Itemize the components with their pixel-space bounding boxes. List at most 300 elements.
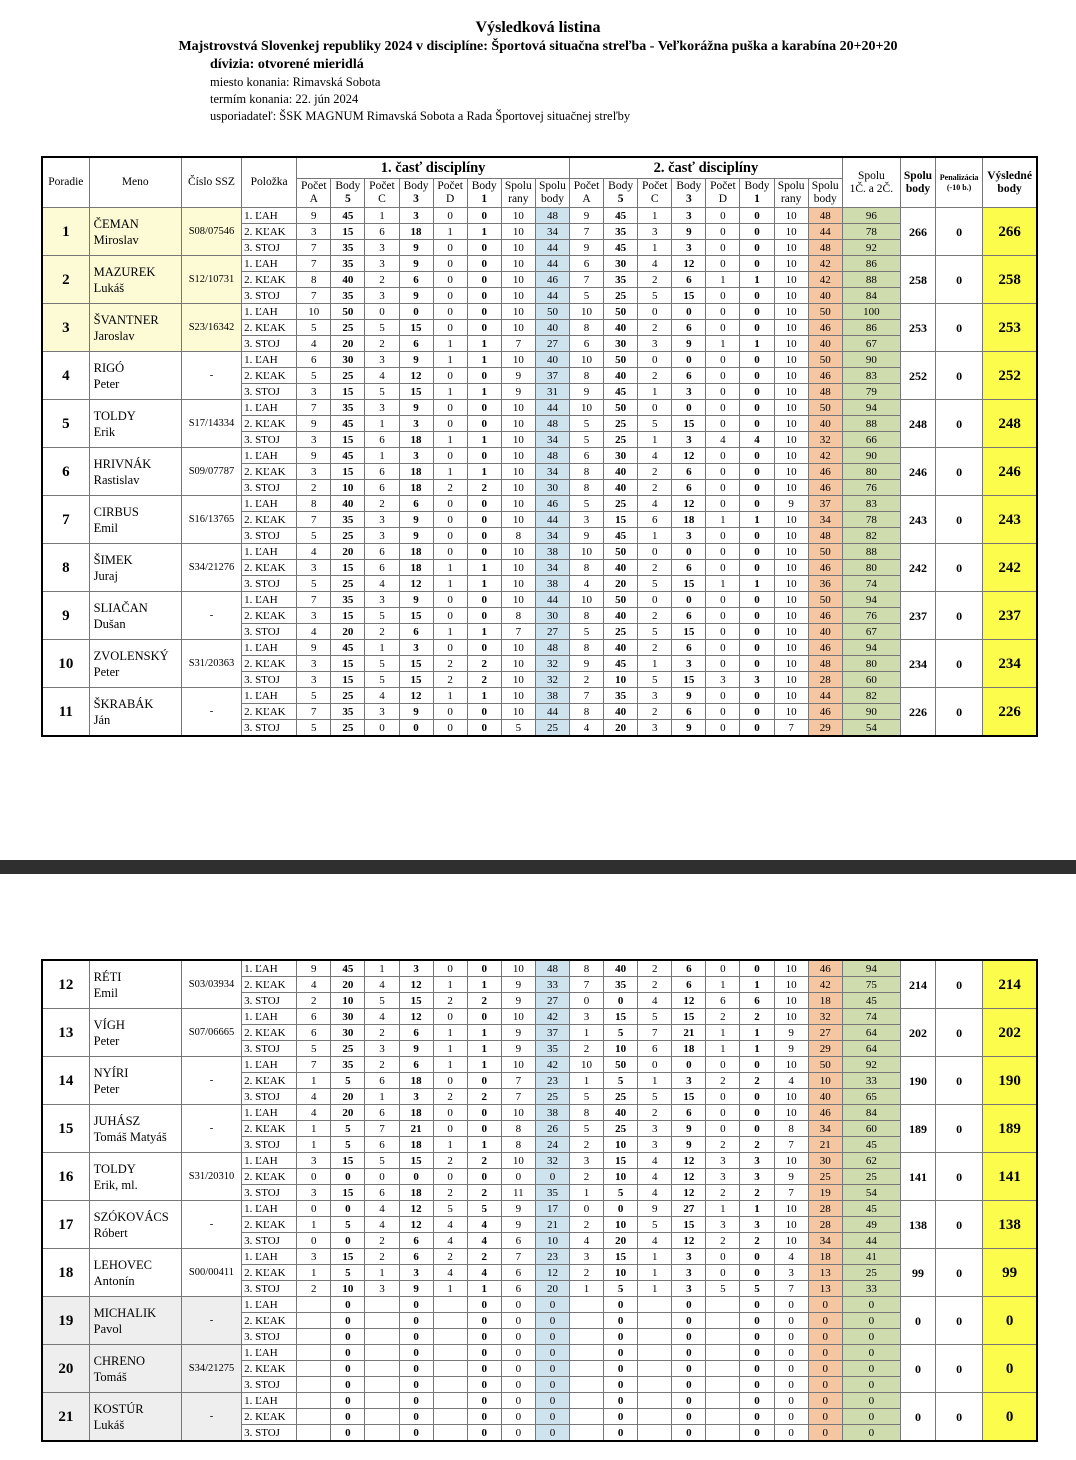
part2-value-cell: 10 — [774, 672, 808, 688]
part1-value-cell: 3 — [365, 528, 399, 544]
position-cell: 3. STOJ — [242, 672, 297, 688]
part2-value-cell: 4 — [638, 1233, 672, 1249]
col-cislo-ssz: Číslo SSZ — [181, 157, 241, 208]
final-points-cell: 252 — [983, 352, 1037, 400]
position-cell: 2. KĽAK — [242, 608, 297, 624]
part1-value-cell: 15 — [331, 1185, 365, 1201]
part1-value-cell: 32 — [535, 1153, 569, 1169]
part1-value-cell: 1 — [365, 208, 399, 224]
part2-value-cell: 0 — [740, 224, 774, 240]
part2-value-cell: 19 — [808, 1185, 842, 1201]
part2-value-cell: 10 — [774, 1009, 808, 1025]
part2-value-cell: 46 — [808, 704, 842, 720]
part2-value-cell — [638, 1361, 672, 1377]
rank-cell: 13 — [42, 1009, 89, 1057]
sum-12-cell: 78 — [842, 224, 900, 240]
part2-value-cell: 20 — [604, 1233, 638, 1249]
part2-value-cell: 45 — [604, 208, 638, 224]
part1-value-cell: 3 — [365, 256, 399, 272]
part2-value-cell: 15 — [672, 288, 706, 304]
name-cell — [89, 256, 181, 304]
part2-value-cell: 40 — [604, 1105, 638, 1121]
part1-value-cell: 5 — [365, 320, 399, 336]
table-header — [42, 157, 1037, 208]
part2-value-cell: 34 — [808, 512, 842, 528]
part1-value-cell: 0 — [433, 208, 467, 224]
part2-value-cell: 9 — [570, 656, 604, 672]
part2-value-cell: 4 — [740, 432, 774, 448]
part2-value-cell: 0 — [740, 688, 774, 704]
part1-value-cell: 9 — [399, 240, 433, 256]
total-points-cell: 189 — [900, 1105, 935, 1153]
part2-value-cell: 10 — [774, 272, 808, 288]
part1-value-cell: 10 — [501, 240, 535, 256]
part2-value-cell: 1 — [740, 576, 774, 592]
part1-value-cell: 2 — [433, 672, 467, 688]
part2-value-cell: 0 — [672, 1393, 706, 1409]
part1-value-cell: 15 — [331, 464, 365, 480]
part1-value-cell: 44 — [535, 592, 569, 608]
part1-value-cell: 1 — [365, 448, 399, 464]
part2-value-cell: 4 — [638, 448, 672, 464]
part2-value-cell: 7 — [569, 977, 603, 993]
part1-value-cell: 0 — [535, 1409, 569, 1425]
part1-value-cell: 0 — [433, 496, 467, 512]
part2-value-cell: 10 — [774, 704, 808, 720]
part2-value-cell: 0 — [706, 256, 740, 272]
part2-value-cell: 0 — [740, 1265, 774, 1281]
part1-value-cell: 4 — [433, 1233, 467, 1249]
part1-value-cell: 2 — [365, 496, 399, 512]
part1-value-cell: 8 — [501, 1137, 535, 1153]
part2-value-cell: 10 — [774, 544, 808, 560]
part2-value-cell: 42 — [808, 977, 842, 993]
part1-value-cell: 1 — [467, 1041, 501, 1057]
part1-value-cell: 9 — [501, 977, 535, 993]
part1-value-cell: 0 — [467, 544, 501, 560]
part2-value-cell: 42 — [808, 448, 842, 464]
last-name: TOLDY — [93, 408, 136, 423]
position-cell: 1. ĽAH — [242, 1201, 297, 1217]
part2-value-cell: 2 — [740, 1137, 774, 1153]
page-divider — [0, 860, 1076, 874]
part2-value-cell: 0 — [706, 416, 740, 432]
part2-value-cell: 0 — [740, 592, 774, 608]
part2-value-cell: 10 — [774, 256, 808, 272]
part1-value-cell: 0 — [467, 960, 501, 977]
table-row — [42, 960, 1037, 977]
part2-value-cell: 40 — [604, 704, 638, 720]
part2-value-cell: 10 — [774, 224, 808, 240]
part1-value-cell: 7 — [365, 1121, 399, 1137]
part1-value-cell: 1 — [433, 464, 467, 480]
part2-value-cell: 0 — [740, 368, 774, 384]
part1-value-cell: 0 — [535, 1361, 569, 1377]
total-points-cell: 0 — [900, 1297, 935, 1345]
part1-value-cell: 9 — [501, 1201, 535, 1217]
part1-value-cell: 35 — [331, 400, 365, 416]
part1-value-cell: 30 — [535, 480, 569, 496]
total-points-cell: 0 — [900, 1393, 935, 1442]
part1-value-cell — [433, 1329, 467, 1345]
part1-value-cell: 10 — [501, 272, 535, 288]
part1-value-cell: 4 — [297, 544, 331, 560]
part2-value-cell: 0 — [706, 704, 740, 720]
sum-12-cell: 0 — [842, 1377, 900, 1393]
part2-value-cell: 7 — [638, 1025, 672, 1041]
part2-value-cell: 0 — [672, 1297, 706, 1313]
part1-value-cell: 10 — [501, 480, 535, 496]
part1-value-cell: 0 — [467, 368, 501, 384]
part1-value-cell: 44 — [535, 288, 569, 304]
penalty-cell: 0 — [936, 1249, 983, 1297]
part2-value-cell: 1 — [706, 512, 740, 528]
part2-value-cell: 35 — [604, 224, 638, 240]
position-cell: 3. STOJ — [242, 1329, 297, 1345]
ssz-cell: - — [181, 352, 241, 400]
part2-value-cell: 46 — [808, 320, 842, 336]
part2-value-cell: 9 — [570, 384, 604, 400]
ssz-cell: S12/10731 — [181, 256, 241, 304]
part2-value-cell: 6 — [672, 368, 706, 384]
part2-value-cell: 15 — [604, 1249, 638, 1265]
last-name: RIGÓ — [93, 360, 125, 375]
part1-value-cell: 2 — [365, 272, 399, 288]
part2-value-cell: 0 — [808, 1297, 842, 1313]
table-row — [42, 496, 1037, 512]
sum-12-cell: 75 — [842, 977, 900, 993]
part2-value-cell: 10 — [774, 368, 808, 384]
part1-value-cell: 10 — [501, 320, 535, 336]
position-cell: 3. STOJ — [242, 993, 297, 1009]
final-points-cell: 248 — [983, 400, 1037, 448]
part1-value-cell: 1 — [365, 640, 399, 656]
part2-value-cell: 48 — [808, 528, 842, 544]
part1-value-cell: 0 — [365, 304, 399, 320]
part1-value-cell: 0 — [433, 272, 467, 288]
position-cell: 3. STOJ — [242, 384, 297, 400]
part2-value-cell: 1 — [740, 336, 774, 352]
part2-value-cell: 0 — [706, 480, 740, 496]
part2-value-cell: 40 — [808, 1089, 842, 1105]
part1-value-cell: 1 — [297, 1121, 331, 1137]
part1-value-cell: 0 — [433, 720, 467, 737]
part2-value-cell: 42 — [808, 256, 842, 272]
part2-value-cell — [706, 1409, 740, 1425]
table-row — [42, 640, 1037, 656]
part2-value-cell: 5 — [604, 1281, 638, 1297]
part1-value-cell: 1 — [433, 560, 467, 576]
position-cell: 2. KĽAK — [242, 656, 297, 672]
part1-value-cell: 10 — [331, 480, 365, 496]
final-points-cell: 243 — [983, 496, 1037, 544]
part2-value-cell: 0 — [672, 1057, 706, 1073]
part1-value-cell: 2 — [365, 336, 399, 352]
final-points-cell: 141 — [983, 1153, 1037, 1201]
rank-cell: 7 — [42, 496, 89, 544]
part2-value-cell: 5 — [604, 1025, 638, 1041]
part2-value-cell: 32 — [808, 1009, 842, 1025]
part2-value-cell — [706, 1329, 740, 1345]
part1-value-cell: 0 — [297, 1169, 331, 1185]
penalty-cell: 0 — [936, 960, 983, 1009]
part2-value-cell: 0 — [740, 1313, 774, 1329]
part2-value-cell: 5 — [638, 1217, 672, 1233]
ssz-cell: S34/21276 — [181, 544, 241, 592]
part1-value-cell: 5 — [433, 1201, 467, 1217]
part2-value-cell: 40 — [604, 368, 638, 384]
part2-value-cell: 25 — [604, 496, 638, 512]
part1-value-cell — [433, 1313, 467, 1329]
part1-value-cell: 0 — [467, 608, 501, 624]
subcol-part1-7: Spolu body — [535, 179, 569, 208]
part1-value-cell: 6 — [365, 480, 399, 496]
part2-value-cell: 3 — [672, 208, 706, 224]
part2-value-cell: 0 — [706, 720, 740, 737]
part2-value-cell: 8 — [570, 560, 604, 576]
part1-value-cell — [365, 1425, 399, 1442]
ssz-cell: S07/06665 — [181, 1009, 241, 1057]
part1-value-cell: 0 — [467, 528, 501, 544]
part1-value-cell: 15 — [331, 432, 365, 448]
part2-value-cell: 0 — [774, 1425, 808, 1442]
part2-value-cell: 3 — [569, 1249, 603, 1265]
part1-value-cell: 0 — [331, 1233, 365, 1249]
part2-value-cell: 0 — [706, 640, 740, 656]
part1-value-cell: 1 — [467, 1137, 501, 1153]
final-points-cell: 246 — [983, 448, 1037, 496]
part1-value-cell: 0 — [467, 512, 501, 528]
part1-value-cell: 4 — [297, 624, 331, 640]
part1-value-cell: 48 — [535, 208, 569, 224]
part2-value-cell: 1 — [706, 1025, 740, 1041]
penalty-cell: 0 — [936, 1105, 983, 1153]
sum-12-cell: 86 — [842, 320, 900, 336]
part2-value-cell: 44 — [808, 224, 842, 240]
part2-value-cell: 10 — [774, 528, 808, 544]
ssz-cell: S17/14334 — [181, 400, 241, 448]
part2-value-cell — [706, 1345, 740, 1361]
part2-value-cell: 3 — [638, 1137, 672, 1153]
part2-value-cell: 3 — [740, 1169, 774, 1185]
part2-value-cell: 3 — [672, 1249, 706, 1265]
part2-value-cell: 9 — [638, 1201, 672, 1217]
part1-value-cell: 0 — [331, 1393, 365, 1409]
part1-value-cell: 0 — [399, 1169, 433, 1185]
part2-value-cell: 36 — [808, 576, 842, 592]
rank-cell: 4 — [42, 352, 89, 400]
part1-value-cell: 40 — [535, 320, 569, 336]
part1-value-cell: 21 — [399, 1121, 433, 1137]
part2-value-cell: 9 — [672, 336, 706, 352]
part2-value-cell: 2 — [638, 480, 672, 496]
part1-value-cell: 8 — [501, 1121, 535, 1137]
part1-value-cell: 15 — [399, 1153, 433, 1169]
position-cell: 2. KĽAK — [242, 704, 297, 720]
part2-value-cell: 0 — [672, 400, 706, 416]
ssz-cell: S03/03934 — [181, 960, 241, 1009]
sum-12-cell: 25 — [842, 1169, 900, 1185]
table-row — [42, 208, 1037, 224]
part2-value-cell: 45 — [604, 240, 638, 256]
part1-value-cell: 5 — [297, 688, 331, 704]
part1-value-cell: 4 — [433, 1265, 467, 1281]
part1-value-cell: 3 — [297, 560, 331, 576]
sum-12-cell: 92 — [842, 240, 900, 256]
part1-value-cell: 15 — [399, 993, 433, 1009]
part2-value-cell: 0 — [672, 352, 706, 368]
part1-value-cell: 17 — [535, 1201, 569, 1217]
sum-12-cell: 82 — [842, 528, 900, 544]
part2-value-cell: 15 — [672, 624, 706, 640]
part1-value-cell: 12 — [535, 1265, 569, 1281]
part1-value-cell: 0 — [501, 1169, 535, 1185]
part2-value-cell: 6 — [672, 640, 706, 656]
sum-12-cell: 74 — [842, 576, 900, 592]
last-name: HRIVNÁK — [93, 456, 152, 471]
part2-value-cell: 10 — [774, 1201, 808, 1217]
part1-value-cell: 4 — [365, 1009, 399, 1025]
part1-value-cell: 0 — [433, 512, 467, 528]
part1-value-cell: 5 — [365, 608, 399, 624]
part1-value-cell: 10 — [297, 304, 331, 320]
sum-12-cell: 94 — [842, 960, 900, 977]
part1-value-cell: 4 — [365, 688, 399, 704]
sum-12-cell: 65 — [842, 1089, 900, 1105]
part1-value-cell: 34 — [535, 560, 569, 576]
part1-value-cell: 35 — [331, 592, 365, 608]
part1-value-cell: 35 — [535, 1185, 569, 1201]
part2-value-cell: 9 — [672, 688, 706, 704]
part2-value-cell — [638, 1377, 672, 1393]
part2-value-cell: 34 — [808, 1233, 842, 1249]
part2-value-cell: 0 — [672, 304, 706, 320]
ssz-cell: - — [181, 1393, 241, 1442]
part1-value-cell: 5 — [297, 368, 331, 384]
part1-value-cell: 3 — [365, 592, 399, 608]
total-points-cell: 242 — [900, 544, 935, 592]
part1-value-cell: 1 — [297, 1137, 331, 1153]
part1-value-cell: 1 — [433, 224, 467, 240]
part1-value-cell: 6 — [399, 1233, 433, 1249]
part1-value-cell: 0 — [535, 1329, 569, 1345]
part2-value-cell — [569, 1345, 603, 1361]
ssz-cell: - — [181, 1057, 241, 1105]
part1-value-cell — [433, 1425, 467, 1442]
part1-value-cell: 0 — [331, 1297, 365, 1313]
part1-value-cell: 2 — [297, 480, 331, 496]
part2-value-cell — [569, 1313, 603, 1329]
table-row — [42, 1153, 1037, 1169]
sum-12-cell: 74 — [842, 1009, 900, 1025]
part1-value-cell: 0 — [501, 1377, 535, 1393]
sum-12-cell: 0 — [842, 1361, 900, 1377]
part1-value-cell: 0 — [467, 1361, 501, 1377]
part2-value-cell: 0 — [706, 688, 740, 704]
part2-value-cell: 7 — [570, 688, 604, 704]
part2-value-cell: 4 — [569, 1233, 603, 1249]
part2-value-cell: 25 — [808, 1169, 842, 1185]
part2-value-cell: 1 — [638, 1249, 672, 1265]
part2-value-cell: 5 — [638, 1009, 672, 1025]
part2-value-cell: 10 — [774, 464, 808, 480]
part1-value-cell: 4 — [433, 1217, 467, 1233]
part1-value-cell: 45 — [331, 960, 365, 977]
part1-value-cell: 0 — [433, 448, 467, 464]
part2-value-cell: 15 — [672, 1089, 706, 1105]
sum-12-cell: 83 — [842, 496, 900, 512]
part2-value-cell: 10 — [774, 576, 808, 592]
subcol-part1-4: Počet D — [433, 179, 467, 208]
subcol-part2-6: Spolu rany — [774, 179, 808, 208]
part2-value-cell: 9 — [672, 720, 706, 737]
part2-value-cell: 2 — [740, 1185, 774, 1201]
part2-value-cell — [569, 1409, 603, 1425]
total-points-cell: 258 — [900, 256, 935, 304]
name-cell — [89, 352, 181, 400]
part2-value-cell: 13 — [808, 1281, 842, 1297]
part2-value-cell: 2 — [638, 1105, 672, 1121]
part2-value-cell: 3 — [638, 224, 672, 240]
last-name: ŠKRABÁK — [93, 696, 154, 711]
part2-value-cell — [569, 1393, 603, 1409]
penalty-cell: 0 — [936, 352, 983, 400]
col-part1: 1. časť disciplíny — [297, 157, 570, 179]
part2-value-cell: 2 — [569, 1169, 603, 1185]
part1-value-cell: 10 — [501, 256, 535, 272]
part1-value-cell: 1 — [433, 384, 467, 400]
position-cell: 1. ĽAH — [242, 1153, 297, 1169]
final-points-cell: 138 — [983, 1201, 1037, 1249]
part2-value-cell: 0 — [706, 448, 740, 464]
part2-value-cell: 46 — [808, 464, 842, 480]
part1-value-cell: 3 — [297, 1153, 331, 1169]
part1-value-cell: 12 — [399, 576, 433, 592]
part2-value-cell: 0 — [740, 656, 774, 672]
part2-value-cell: 40 — [604, 320, 638, 336]
part1-value-cell: 1 — [467, 336, 501, 352]
part1-value-cell: 6 — [399, 496, 433, 512]
part2-value-cell — [638, 1409, 672, 1425]
part2-value-cell: 0 — [638, 1057, 672, 1073]
part1-value-cell: 2 — [297, 1281, 331, 1297]
part1-value-cell: 0 — [467, 1121, 501, 1137]
part1-value-cell — [433, 1409, 467, 1425]
part2-value-cell: 10 — [774, 640, 808, 656]
sum-12-cell: 45 — [842, 993, 900, 1009]
part1-value-cell: 1 — [467, 624, 501, 640]
part1-value-cell: 38 — [535, 688, 569, 704]
part1-value-cell: 1 — [365, 1089, 399, 1105]
penalty-cell: 0 — [936, 544, 983, 592]
table-row — [42, 1105, 1037, 1121]
part1-value-cell: 20 — [331, 1089, 365, 1105]
part2-value-cell: 1 — [706, 977, 740, 993]
part2-value-cell: 0 — [638, 400, 672, 416]
first-name: Rastislav — [93, 472, 140, 487]
first-name: Antonín — [93, 1273, 135, 1288]
rank-cell: 6 — [42, 448, 89, 496]
part2-value-cell: 1 — [638, 240, 672, 256]
part1-value-cell: 0 — [433, 240, 467, 256]
part2-value-cell: 1 — [740, 272, 774, 288]
sum-12-cell: 33 — [842, 1073, 900, 1089]
part2-value-cell: 1 — [638, 528, 672, 544]
ssz-cell: - — [181, 1105, 241, 1153]
part1-value-cell: 1 — [467, 432, 501, 448]
penalty-cell: 0 — [936, 208, 983, 256]
part2-value-cell: 25 — [604, 1089, 638, 1105]
